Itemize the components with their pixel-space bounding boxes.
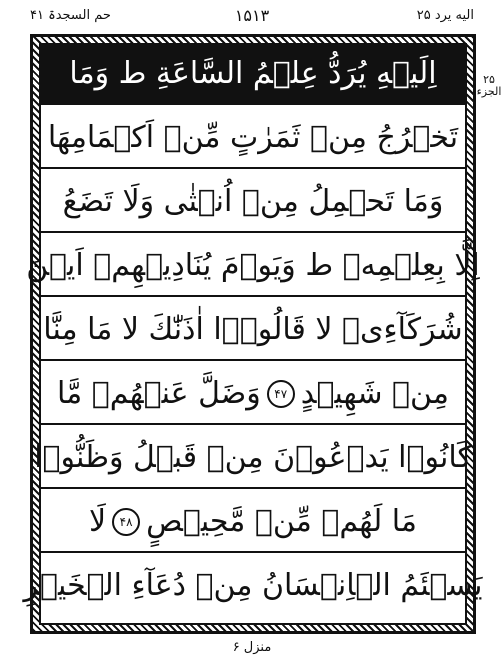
line-text: شُرَکَآءِیۡ لا قَالُوۡۤا اٰذَنّٰكَ لا مَا مِنَّا	[43, 312, 463, 347]
page-number: ۱۵۱۳	[234, 6, 270, 25]
text-line-1	[41, 45, 465, 105]
line-text: اِلَیۡهِ یُرَدُّ عِلۡمُ السَّاعَةِ ط وَمَا	[69, 56, 437, 91]
line-text: لَا	[88, 504, 107, 539]
text-line-4	[26, 237, 480, 297]
line-text: وَمَا تَحۡمِلُ مِنۡ اُنۡثٰی وَلَا تَضَعُ	[62, 184, 444, 219]
text-panel	[23, 43, 483, 625]
line-text: مِنۡ شَهِیۡدٍ	[300, 376, 449, 411]
text-line-9	[23, 557, 483, 615]
line-text: تَخۡرُجُ مِنۡ ثَمَرٰتٍ مِّنۡ اَکۡمَامِهَا	[47, 120, 459, 155]
line-text: کَانُوۡا یَدۡعُوۡنَ مِنۡ قَبۡلُ وَظَنُّوۡا	[34, 440, 472, 475]
line-text: مَا لَهُمۡ مِّنۡ مَّحِیۡصٍ	[146, 504, 418, 539]
juz-marker: ۲۵ الجزء	[476, 73, 502, 98]
manzil-footer: منزل ۶	[232, 640, 272, 655]
surah-name: حم السجدۃ ۴۱	[30, 8, 111, 23]
line-text: وَضَلَّ عَنۡهُمۡ مَّا	[57, 376, 261, 411]
text-line-3	[41, 173, 465, 233]
text-line-8	[41, 493, 465, 553]
line-text: یَسۡئَمُ الۡاِنۡسَانُ مِنۡ دُعَآءِ الۡخَیۡرِ	[23, 568, 483, 603]
page-header	[26, 4, 478, 34]
juz-name: الیه یرد ۲۵	[416, 8, 474, 23]
text-line-2	[41, 109, 465, 169]
text-line-5	[41, 301, 465, 361]
text-line-7	[34, 429, 472, 489]
page-frame	[23, 34, 483, 634]
ayah-number-marker: ۴۸	[112, 508, 140, 536]
text-line-6	[41, 365, 465, 425]
line-text: اِلَّا بِعِلۡمِهٖ ط وَیَوۡمَ یُنَادِیۡهِمۡ اَیۡنَ	[26, 248, 480, 283]
ayah-number-marker: ۴۷	[267, 380, 295, 408]
